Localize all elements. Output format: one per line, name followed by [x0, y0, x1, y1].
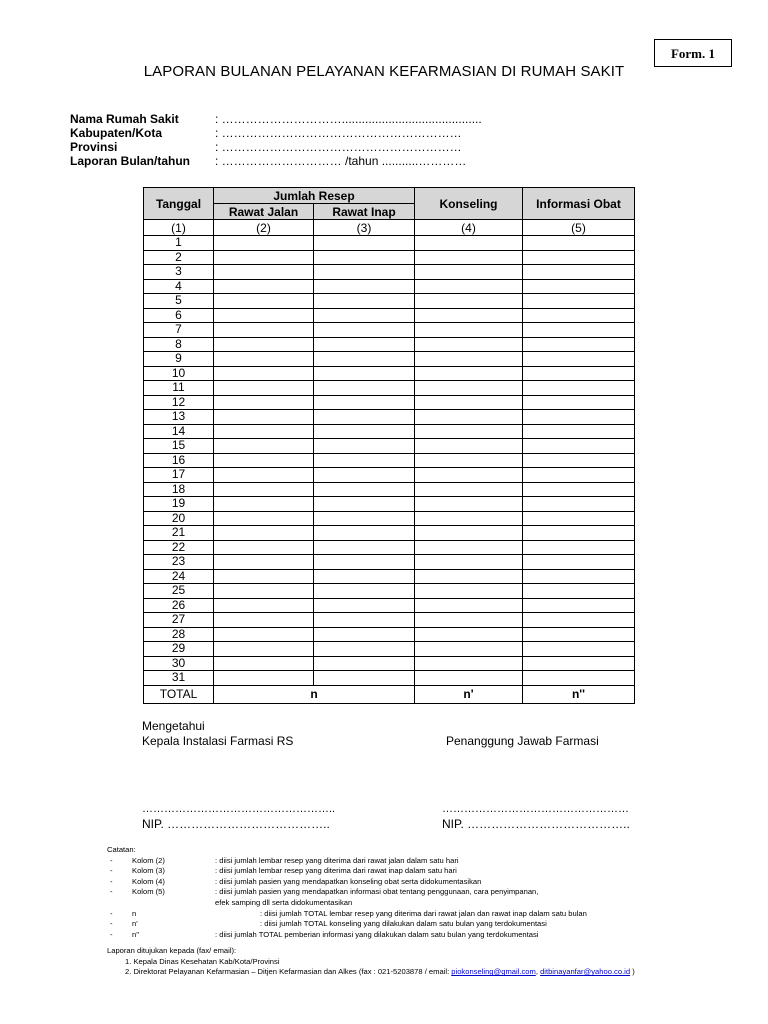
entry-cell[interactable]	[214, 627, 314, 642]
info-value: : …………………………..........................................	[215, 112, 482, 126]
entry-cell[interactable]	[214, 352, 314, 367]
entry-cell[interactable]	[523, 337, 635, 352]
entry-cell[interactable]	[415, 410, 523, 425]
entry-cell[interactable]	[314, 569, 415, 584]
entry-cell[interactable]	[523, 540, 635, 555]
head-pharmacy-label: Kepala Instalasi Farmasi RS	[142, 734, 294, 748]
day-row	[144, 627, 635, 642]
entry-cell[interactable]	[214, 671, 314, 686]
day-row	[144, 381, 635, 396]
entry-cell[interactable]	[214, 366, 314, 381]
entry-cell[interactable]	[314, 410, 415, 425]
day-row	[144, 671, 635, 686]
entry-cell[interactable]	[415, 323, 523, 338]
entry-cell[interactable]	[415, 627, 523, 642]
entry-cell[interactable]	[523, 613, 635, 628]
document-title: LAPORAN BULANAN PELAYANAN KEFARMASIAN DI RUMAH SAKIT	[143, 63, 625, 80]
column-number: (3)	[314, 220, 415, 236]
column-number: (5)	[523, 220, 635, 236]
day-row	[144, 555, 635, 570]
info-value: : ………………………… /tahun ...........…………	[215, 154, 467, 168]
entry-cell[interactable]	[415, 453, 523, 468]
entry-cell[interactable]	[415, 424, 523, 439]
entry-cell[interactable]	[415, 279, 523, 294]
entry-cell[interactable]	[314, 598, 415, 613]
entry-cell[interactable]	[214, 642, 314, 657]
note-item: - Kolom (3) : diisi jumlah lembar resep yang diterima dari rawat inap dalam satu hari	[110, 866, 457, 876]
entry-cell[interactable]	[214, 323, 314, 338]
entry-cell[interactable]	[523, 497, 635, 512]
entry-cell[interactable]	[214, 482, 314, 497]
day-row	[144, 511, 635, 526]
entry-cell[interactable]	[523, 468, 635, 483]
day-number: 13	[144, 410, 214, 425]
entry-cell[interactable]	[415, 511, 523, 526]
total-label: TOTAL	[144, 685, 214, 703]
entry-cell[interactable]	[523, 424, 635, 439]
entry-cell[interactable]	[214, 656, 314, 671]
day-row	[144, 526, 635, 541]
entry-cell[interactable]	[415, 482, 523, 497]
entry-cell[interactable]	[314, 555, 415, 570]
acknowledged-label: Mengetahui	[142, 719, 205, 733]
entry-cell[interactable]	[523, 366, 635, 381]
entry-cell[interactable]	[214, 511, 314, 526]
day-number: 26	[144, 598, 214, 613]
entry-cell[interactable]	[314, 482, 415, 497]
total-row	[144, 685, 635, 703]
info-label: Kabupaten/Kota	[70, 126, 163, 140]
left-nip: NIP. …………………………………..	[142, 817, 330, 831]
day-number: 2	[144, 250, 214, 265]
entry-cell[interactable]	[214, 540, 314, 555]
entry-cell[interactable]	[314, 337, 415, 352]
day-number: 7	[144, 323, 214, 338]
day-row	[144, 424, 635, 439]
day-number: 12	[144, 395, 214, 410]
header-rawat-jalan: Rawat Jalan	[214, 204, 314, 220]
entry-cell[interactable]	[415, 308, 523, 323]
day-number: 20	[144, 511, 214, 526]
column-number-row	[144, 220, 635, 236]
day-row	[144, 294, 635, 309]
send-to-suffix: )	[630, 967, 635, 977]
entry-cell[interactable]	[523, 482, 635, 497]
entry-cell[interactable]	[523, 526, 635, 541]
entry-cell[interactable]	[415, 540, 523, 555]
entry-cell[interactable]	[415, 265, 523, 280]
column-number: (1)	[144, 220, 214, 236]
day-number: 15	[144, 439, 214, 454]
entry-cell[interactable]	[415, 584, 523, 599]
day-number: 23	[144, 555, 214, 570]
entry-cell[interactable]	[214, 337, 314, 352]
entry-cell[interactable]	[523, 439, 635, 454]
entry-cell[interactable]	[214, 613, 314, 628]
day-row	[144, 236, 635, 251]
day-number: 18	[144, 482, 214, 497]
day-row	[144, 395, 635, 410]
entry-cell[interactable]	[214, 584, 314, 599]
entry-cell[interactable]	[415, 671, 523, 686]
left-signature-line: ……………………………………………..	[142, 803, 336, 815]
entry-cell[interactable]	[314, 627, 415, 642]
monthly-service-table	[143, 187, 635, 704]
day-number: 17	[144, 468, 214, 483]
day-row	[144, 569, 635, 584]
day-number: 9	[144, 352, 214, 367]
day-row	[144, 482, 635, 497]
day-row	[144, 468, 635, 483]
entry-cell[interactable]	[314, 265, 415, 280]
note-item: - Kolom (5) : diisi jumlah pasien yang mendapatkan informasi obat tentang penggunaan, cara penyimpanan,	[110, 887, 539, 897]
send-to-item-1: 1. Kepala Dinas Kesehatan Kab/Kota/Provinsi	[125, 956, 280, 966]
email-separator: ,	[535, 967, 541, 977]
day-row	[144, 366, 635, 381]
entry-cell[interactable]	[214, 453, 314, 468]
day-row	[144, 540, 635, 555]
day-number: 16	[144, 453, 214, 468]
entry-cell[interactable]	[523, 250, 635, 265]
entry-cell[interactable]	[523, 236, 635, 251]
day-number: 6	[144, 308, 214, 323]
entry-cell[interactable]	[214, 395, 314, 410]
entry-cell[interactable]	[523, 453, 635, 468]
right-signature-line: ……………………………………………	[442, 803, 629, 815]
info-label: Provinsi	[70, 140, 118, 154]
entry-cell[interactable]	[415, 381, 523, 396]
entry-cell[interactable]	[214, 424, 314, 439]
entry-cell[interactable]	[415, 366, 523, 381]
entry-cell[interactable]	[523, 381, 635, 396]
day-number: 4	[144, 279, 214, 294]
day-row	[144, 279, 635, 294]
note-item: - Kolom (2) : diisi jumlah lembar resep yang diterima dari rawat jalan dalam satu hari	[110, 855, 459, 865]
entry-cell[interactable]	[314, 323, 415, 338]
day-number: 1	[144, 236, 214, 251]
entry-cell[interactable]	[214, 526, 314, 541]
note-item: - Kolom (4) : diisi jumlah pasien yang mendapatkan konseling obat serta didokumentasikan	[110, 876, 482, 886]
day-row	[144, 613, 635, 628]
entry-cell[interactable]	[415, 656, 523, 671]
day-number: 14	[144, 424, 214, 439]
total-konseling: n'	[415, 685, 523, 703]
day-number: 10	[144, 366, 214, 381]
day-row	[144, 497, 635, 512]
day-number: 30	[144, 656, 214, 671]
entry-cell[interactable]	[314, 468, 415, 483]
entry-cell[interactable]	[214, 236, 314, 251]
entry-cell[interactable]	[523, 598, 635, 613]
note-item: - n' : diisi jumlah TOTAL konseling yang dilakukan dalam satu bulan yang terdokumentasi	[110, 919, 547, 929]
entry-cell[interactable]	[314, 250, 415, 265]
day-row	[144, 265, 635, 280]
entry-cell[interactable]	[523, 294, 635, 309]
entry-cell[interactable]	[314, 453, 415, 468]
entry-cell[interactable]	[523, 511, 635, 526]
day-row	[144, 323, 635, 338]
day-row	[144, 410, 635, 425]
entry-cell[interactable]	[523, 352, 635, 367]
day-number: 19	[144, 497, 214, 512]
entry-cell[interactable]	[214, 410, 314, 425]
entry-cell[interactable]	[314, 656, 415, 671]
day-number: 29	[144, 642, 214, 657]
entry-cell[interactable]	[214, 598, 314, 613]
note-item: - n : diisi jumlah TOTAL lembar resep yang diterima dari rawat jalan dan rawat inap dalam satu bulan	[110, 908, 587, 918]
header-tanggal: Tanggal	[144, 188, 214, 220]
entry-cell[interactable]	[523, 410, 635, 425]
info-label: Nama Rumah Sakit	[70, 112, 179, 126]
day-row	[144, 250, 635, 265]
entry-cell[interactable]	[415, 598, 523, 613]
entry-cell[interactable]	[214, 381, 314, 396]
entry-cell[interactable]	[523, 308, 635, 323]
entry-cell[interactable]	[314, 294, 415, 309]
entry-cell[interactable]	[523, 265, 635, 280]
info-value: : ……………………………………………………	[215, 126, 462, 140]
entry-cell[interactable]	[415, 613, 523, 628]
entry-cell[interactable]	[523, 584, 635, 599]
email-link-ditbinayanfar[interactable]: ditbinayanfar@yahoo.co.id	[540, 967, 631, 977]
entry-cell[interactable]	[314, 497, 415, 512]
send-to-section	[107, 946, 727, 978]
entry-cell[interactable]	[214, 279, 314, 294]
day-row	[144, 584, 635, 599]
notes-section	[107, 845, 667, 940]
entry-cell[interactable]	[415, 642, 523, 657]
entry-cell[interactable]	[415, 236, 523, 251]
day-row	[144, 642, 635, 657]
entry-cell[interactable]	[314, 395, 415, 410]
entry-cell[interactable]	[523, 627, 635, 642]
total-informasi: n''	[523, 685, 635, 703]
day-number: 11	[144, 381, 214, 396]
entry-cell[interactable]	[314, 671, 415, 686]
entry-cell[interactable]	[415, 250, 523, 265]
day-row	[144, 656, 635, 671]
column-number: (4)	[415, 220, 523, 236]
entry-cell[interactable]	[415, 439, 523, 454]
entry-cell[interactable]	[214, 555, 314, 570]
entry-cell[interactable]	[415, 526, 523, 541]
entry-cell[interactable]	[314, 540, 415, 555]
entry-cell[interactable]	[415, 555, 523, 570]
entry-cell[interactable]	[314, 439, 415, 454]
note-item-continued: efek samping dll serta didokumentasikan	[215, 897, 353, 907]
entry-cell[interactable]	[415, 395, 523, 410]
day-number: 27	[144, 613, 214, 628]
header-konseling: Konseling	[415, 188, 523, 220]
entry-cell[interactable]	[415, 569, 523, 584]
pharmacy-responsible-label: Penanggung Jawab Farmasi	[446, 734, 599, 748]
notes-heading: Catatan:	[107, 845, 136, 854]
entry-cell[interactable]	[415, 294, 523, 309]
day-number: 31	[144, 671, 214, 686]
form-number-box: Form. 1	[654, 39, 732, 67]
day-row	[144, 439, 635, 454]
entry-cell[interactable]	[214, 468, 314, 483]
entry-cell[interactable]	[314, 511, 415, 526]
day-number: 25	[144, 584, 214, 599]
entry-cell[interactable]	[415, 497, 523, 512]
entry-cell[interactable]	[523, 642, 635, 657]
entry-cell[interactable]	[523, 279, 635, 294]
day-row	[144, 352, 635, 367]
entry-cell[interactable]	[523, 555, 635, 570]
entry-cell[interactable]	[214, 308, 314, 323]
right-nip: NIP. …………………………………..	[442, 817, 630, 831]
day-number: 8	[144, 337, 214, 352]
day-number: 28	[144, 627, 214, 642]
entry-cell[interactable]	[314, 308, 415, 323]
entry-cell[interactable]	[314, 584, 415, 599]
entry-cell[interactable]	[523, 671, 635, 686]
info-value: : ……………………………………………………	[215, 140, 462, 154]
day-number: 3	[144, 265, 214, 280]
entry-cell[interactable]	[214, 250, 314, 265]
entry-cell[interactable]	[214, 497, 314, 512]
entry-cell[interactable]	[314, 613, 415, 628]
header-rawat-inap: Rawat Inap	[314, 204, 415, 220]
total-resep: n	[214, 685, 415, 703]
day-number: 21	[144, 526, 214, 541]
day-row	[144, 598, 635, 613]
entry-cell[interactable]	[314, 366, 415, 381]
entry-cell[interactable]	[214, 439, 314, 454]
column-number: (2)	[214, 220, 314, 236]
entry-cell[interactable]	[314, 236, 415, 251]
entry-cell[interactable]	[415, 468, 523, 483]
note-item: - n'' : diisi jumlah TOTAL pemberian informasi yang dilakukan dalam satu bulan yang terdokumentasi	[110, 929, 539, 939]
info-label: Laporan Bulan/tahun	[70, 154, 190, 168]
entry-cell[interactable]	[314, 526, 415, 541]
entry-cell[interactable]	[314, 352, 415, 367]
entry-cell[interactable]	[523, 395, 635, 410]
day-number: 22	[144, 540, 214, 555]
email-link-piokonseling[interactable]: piokonseling@gmail.com	[451, 967, 536, 977]
entry-cell[interactable]	[314, 642, 415, 657]
entry-cell[interactable]	[415, 337, 523, 352]
entry-cell[interactable]	[523, 656, 635, 671]
day-row	[144, 453, 635, 468]
entry-cell[interactable]	[214, 294, 314, 309]
entry-cell[interactable]	[523, 569, 635, 584]
day-row	[144, 308, 635, 323]
day-number: 24	[144, 569, 214, 584]
entry-cell[interactable]	[214, 265, 314, 280]
entry-cell[interactable]	[214, 569, 314, 584]
entry-cell[interactable]	[314, 279, 415, 294]
entry-cell[interactable]	[314, 424, 415, 439]
header-jumlah-resep: Jumlah Resep	[214, 188, 415, 204]
entry-cell[interactable]	[523, 323, 635, 338]
day-number: 5	[144, 294, 214, 309]
day-row	[144, 337, 635, 352]
send-to-item-2-text: 2. Direktorat Pelayanan Kefarmasian – Ditjen Kefarmasian dan Alkes (fax : 021-5203878 / email:	[125, 967, 452, 977]
send-to-heading: Laporan ditujukan kepada (fax/ email):	[107, 946, 237, 955]
send-to-item-2	[107, 967, 727, 978]
entry-cell[interactable]	[314, 381, 415, 396]
header-informasi-obat: Informasi Obat	[523, 188, 635, 220]
entry-cell[interactable]	[415, 352, 523, 367]
